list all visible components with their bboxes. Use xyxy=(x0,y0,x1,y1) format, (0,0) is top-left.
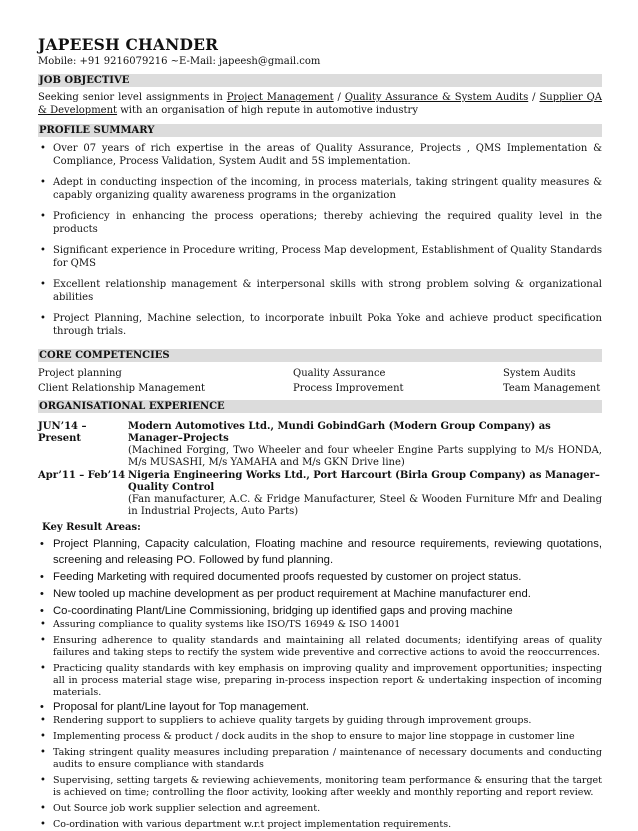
job-title: Nigeria Engineering Works Ltd., Port Harcourt (Birla Group Company) as Manager–Quality Control xyxy=(128,470,600,493)
list-item: • Adept in conducting inspection of the incoming, in process materials, taking stringent quality measures & capably organizing quality awareness programs in the organization xyxy=(38,176,602,202)
list-item: • Co-coordinating Plant/Line Commissioning, bridging up identified gaps and proving machine xyxy=(38,603,602,619)
key-result-areas-list xyxy=(38,536,602,619)
key-result-areas-list-2 xyxy=(38,619,602,699)
job-dates: JUN’14 – Present xyxy=(38,421,87,444)
key-result-areas-list-3 xyxy=(38,699,602,715)
competency-item: Client Relationship Management xyxy=(38,383,206,394)
key-result-areas-list-4 xyxy=(38,715,602,831)
list-item: • Proficiency in enhancing the process operations; thereby achieving the required quality level in the products xyxy=(38,210,602,236)
list-item: • Ensuring adherence to quality standards and maintaining all related documents; identifying areas of quality failures and taking steps to rectify the system wide preventive and corrective actions to avoid the reoccurrences. xyxy=(38,635,602,659)
list-item: • Significant experience in Procedure writing, Process Map development, Establishment of Quality Standards for QMS xyxy=(38,244,602,270)
candidate-name: JAPEESH CHANDER xyxy=(38,35,219,54)
section-profile-summary: PROFILE SUMMARY xyxy=(38,124,602,137)
competency-item: System Audits xyxy=(503,368,576,379)
list-item: • Out Source job work supplier selection and agreement. xyxy=(38,803,602,815)
objective-text-end: with an organisation of high repute in automotive industry xyxy=(117,105,418,116)
objective-separator: / xyxy=(528,92,540,103)
list-item: • Co-ordination with various department w.r.t project implementation requirements. xyxy=(38,819,602,831)
objective-text-start: Seeking senior level assignments in xyxy=(38,92,227,103)
job-title: Modern Automotives Ltd., Mundi GobindGarh (Modern Group Company) as Manager–Projects xyxy=(128,421,551,444)
objective-separator: / xyxy=(333,92,345,103)
key-result-areas-title: Key Result Areas: xyxy=(42,522,141,533)
list-item: • Project Planning, Capacity calculation, Floating machine and resource requirements, reviewing quotations, screening and releasing PO. Followed by fund planning. xyxy=(38,536,602,568)
competency-item: Team Management xyxy=(503,383,601,394)
objective-link-quality-assurance: Quality Assurance & System Audits xyxy=(344,92,529,103)
list-item: • Assuring compliance to quality systems like ISO/TS 16949 & ISO 14001 xyxy=(38,619,602,631)
list-item: • Rendering support to suppliers to achieve quality targets by guiding through improvement groups. xyxy=(38,715,602,727)
objective-text xyxy=(38,91,602,117)
competencies-grid xyxy=(38,366,602,396)
job-description: (Fan manufacturer, A.C. & Fridge Manufacturer, Steel & Wooden Furniture Mfr and Dealing in Industrial Projects, Auto Parts) xyxy=(128,494,602,517)
section-organisational-experience: ORGANISATIONAL EXPERIENCE xyxy=(38,400,602,413)
list-item: • Feeding Marketing with required documented proofs requested by customer on project status. xyxy=(38,569,602,585)
profile-summary-list xyxy=(38,142,602,338)
competency-item: Quality Assurance xyxy=(293,368,386,379)
job-entry xyxy=(38,470,602,518)
list-item: • Taking stringent quality measures including preparation / maintenance of necessary documents and conducting audits to ensure compliance with standards xyxy=(38,747,602,771)
competency-item: Project planning xyxy=(38,368,122,379)
section-core-competencies: CORE COMPETENCIES xyxy=(38,349,602,362)
list-item: • Project Planning, Machine selection, to incorporate inbuilt Poka Yoke and achieve product specification through trials. xyxy=(38,312,602,338)
job-entry xyxy=(38,421,602,469)
section-job-objective: JOB OBJECTIVE xyxy=(38,74,602,87)
resume-page xyxy=(38,36,602,831)
list-item: • Proposal for plant/Line layout for Top management. xyxy=(38,699,602,715)
job-dates: Apr’11 – Feb’14 xyxy=(38,470,126,481)
list-item: • Over 07 years of rich expertise in the areas of Quality Assurance, Projects , QMS Implementation & Compliance, Process Validation, System Audit and 5S implementation. xyxy=(38,142,602,168)
list-item: • Practicing quality standards with key emphasis on improving quality and improvement opportunities; inspecting all in process material stage wise, preparing in-process inspection report & undertaking inspection of incoming materials. xyxy=(38,663,602,699)
list-item: • Excellent relationship management & interpersonal skills with strong problem solving & organizational abilities xyxy=(38,278,602,304)
contact-info: Mobile: +91 9216079216 ~E-Mail: japeesh@gmail.com xyxy=(38,56,321,67)
list-item: • Supervising, setting targets & reviewing achievements, monitoring team performance & ensuring that the target is achieved on time; controlling the floor activity, looking after weekly and monthly reporting and report review. xyxy=(38,775,602,799)
list-item: • Implementing process & product / dock audits in the shop to ensure to major line stoppage in customer line xyxy=(38,731,602,743)
objective-link-project-management: Project Management xyxy=(226,92,334,103)
list-item: • New tooled up machine development as per product requirement at Machine manufacturer end. xyxy=(38,586,602,602)
competency-item: Process Improvement xyxy=(293,383,404,394)
objective-link-supplier-qa: Supplier QA & Development xyxy=(38,92,602,116)
job-description: (Machined Forging, Two Wheeler and four wheeler Engine Parts supplying to M/s HONDA, M/s MUSASHI, M/s YAMAHA and M/s GKN Drive line) xyxy=(128,445,602,468)
